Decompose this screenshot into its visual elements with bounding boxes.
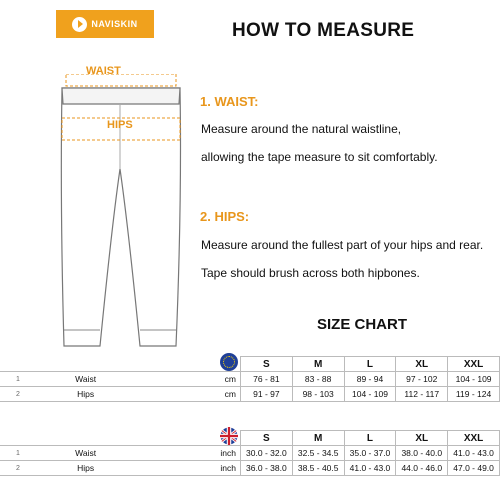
waist-text-2: allowing the tape measure to sit comfortably. [201,150,438,164]
row-name: Hips [36,387,135,402]
row-unit: cm [135,372,240,387]
row-number: 1 [0,446,36,461]
table-cell: 38.5 - 40.5 [292,461,344,476]
table-cell: 41.0 - 43.0 [344,461,396,476]
table-cell: 41.0 - 43.0 [448,446,500,461]
hips-text-1: Measure around the fullest part of your hips and rear. [201,238,484,252]
hips-label: HIPS [107,119,133,131]
brand-name: NAVISKIN [91,19,138,29]
table-cell: 47.0 - 49.0 [448,461,500,476]
eu-size-table [0,356,500,402]
page-title: HOW TO MEASURE [232,20,415,41]
table-cell: 76 - 81 [240,372,292,387]
row-number: 2 [0,387,36,402]
table-header-row [0,357,500,372]
table-cell: 35.0 - 37.0 [344,446,396,461]
table-header-row [0,431,500,446]
table-cell: 104 - 109 [448,372,500,387]
row-unit: cm [135,387,240,402]
table-cell: 32.5 - 34.5 [292,446,344,461]
size-header: M [292,357,344,372]
size-header: XXL [448,357,500,372]
brand-logo [56,10,154,38]
size-header: S [240,431,292,446]
size-chart-title: SIZE CHART [317,316,407,333]
size-header: M [292,431,344,446]
waist-label: WAIST [86,65,121,77]
table-cell: 38.0 - 40.0 [396,446,448,461]
row-name: Hips [36,461,135,476]
table-cell: 44.0 - 46.0 [396,461,448,476]
table-cell: 30.0 - 32.0 [240,446,292,461]
row-name: Waist [36,372,135,387]
row-number: 1 [0,372,36,387]
table-row [0,446,500,461]
table-cell: 112 - 117 [396,387,448,402]
hips-heading: 2. HIPS: [200,209,250,224]
table-cell: 98 - 103 [292,387,344,402]
table-row [0,372,500,387]
table-cell: 89 - 94 [344,372,396,387]
size-header: S [240,357,292,372]
size-header: L [344,357,396,372]
row-name: Waist [36,446,135,461]
logo-mark-icon [72,17,87,32]
row-unit: inch [135,461,240,476]
row-number: 2 [0,461,36,476]
size-header: XL [396,357,448,372]
eu-flag-icon [220,353,238,371]
waist-text-1: Measure around the natural waistline, [201,122,402,136]
size-header: XXL [448,431,500,446]
hips-text-2: Tape should brush across both hipbones. [201,266,420,280]
uk-flag-icon [220,427,238,445]
table-cell: 83 - 88 [292,372,344,387]
table-cell: 36.0 - 38.0 [240,461,292,476]
size-header: XL [396,431,448,446]
row-unit: inch [135,446,240,461]
size-header: L [344,431,396,446]
table-cell: 91 - 97 [240,387,292,402]
table-row [0,387,500,402]
table-row [0,461,500,476]
waist-heading: 1. WAIST: [200,94,259,109]
pants-illustration [56,74,186,364]
uk-size-table [0,430,500,476]
table-cell: 104 - 109 [344,387,396,402]
table-cell: 97 - 102 [396,372,448,387]
table-cell: 119 - 124 [448,387,500,402]
